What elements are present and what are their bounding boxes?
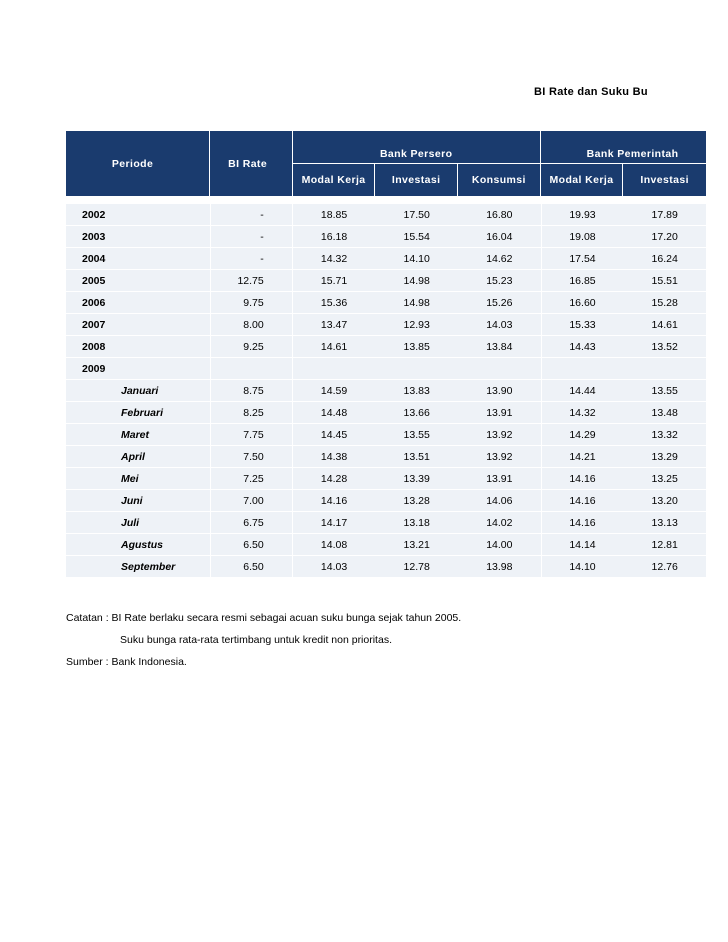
- value-cell: 15.36: [293, 292, 376, 314]
- header-persero-konsumsi: Konsumsi: [458, 164, 541, 196]
- value-cell: 14.21: [541, 446, 624, 468]
- value-cell: [293, 358, 376, 380]
- table-row: [66, 446, 706, 468]
- value-cell: 14.48: [293, 402, 376, 424]
- bi-rate-cell: 7.00: [210, 490, 293, 512]
- header-pemerintah-investasi: Investasi: [623, 164, 706, 196]
- period-cell: April: [66, 446, 210, 468]
- period-cell: 2008: [66, 336, 210, 358]
- table-row: [66, 380, 706, 402]
- value-cell: [458, 358, 541, 380]
- value-cell: 16.18: [293, 226, 376, 248]
- value-cell: 13.91: [458, 468, 541, 490]
- value-cell: 14.43: [541, 336, 624, 358]
- value-cell: 13.51: [375, 446, 458, 468]
- value-cell: 14.06: [458, 490, 541, 512]
- value-cell: 14.16: [541, 468, 624, 490]
- table-row: [66, 490, 706, 512]
- value-cell: 14.08: [293, 534, 376, 556]
- value-cell: 14.61: [623, 314, 706, 336]
- period-cell: 2003: [66, 226, 210, 248]
- value-cell: 13.28: [375, 490, 458, 512]
- bi-rate-cell: 7.50: [210, 446, 293, 468]
- period-cell: 2004: [66, 248, 210, 270]
- value-cell: 15.54: [375, 226, 458, 248]
- value-cell: 16.80: [458, 204, 541, 226]
- header-pemerintah-modal-kerja: Modal Kerja: [541, 164, 624, 196]
- value-cell: 13.29: [623, 446, 706, 468]
- value-cell: 19.93: [541, 204, 624, 226]
- value-cell: 15.23: [458, 270, 541, 292]
- table-body: [66, 196, 706, 578]
- period-cell: 2009: [66, 358, 210, 380]
- bi-rate-cell: -: [210, 204, 293, 226]
- bi-rate-cell: 8.25: [210, 402, 293, 424]
- value-cell: 13.21: [375, 534, 458, 556]
- value-cell: 14.29: [541, 424, 624, 446]
- value-cell: 19.08: [541, 226, 624, 248]
- value-cell: 17.50: [375, 204, 458, 226]
- period-cell: Juni: [66, 490, 210, 512]
- value-cell: 15.26: [458, 292, 541, 314]
- value-cell: 15.28: [623, 292, 706, 314]
- value-cell: 14.59: [293, 380, 376, 402]
- value-cell: 14.98: [375, 292, 458, 314]
- value-cell: 14.45: [293, 424, 376, 446]
- bi-rate-cell: 8.00: [210, 314, 293, 336]
- value-cell: 15.71: [293, 270, 376, 292]
- period-cell: September: [66, 556, 210, 578]
- table-row: [66, 248, 706, 270]
- bi-rate-cell: 12.75: [210, 270, 293, 292]
- value-cell: 12.93: [375, 314, 458, 336]
- spacer-cell: [66, 196, 706, 204]
- bi-rate-cell: 7.25: [210, 468, 293, 490]
- value-cell: 13.20: [623, 490, 706, 512]
- table-row: [66, 512, 706, 534]
- period-cell: Agustus: [66, 534, 210, 556]
- value-cell: 14.32: [541, 402, 624, 424]
- table-header: [66, 131, 706, 196]
- value-cell: 12.78: [375, 556, 458, 578]
- header-bank-pemerintah: Bank Pemerintah: [541, 131, 706, 164]
- page-title: BI Rate dan Suku Bu: [534, 86, 648, 98]
- value-cell: 13.90: [458, 380, 541, 402]
- table-row: [66, 358, 706, 380]
- header-persero-modal-kerja: Modal Kerja: [293, 164, 376, 196]
- value-cell: 13.47: [293, 314, 376, 336]
- table-row: [66, 402, 706, 424]
- value-cell: 14.98: [375, 270, 458, 292]
- value-cell: [541, 358, 624, 380]
- bi-rate-cell: 6.50: [210, 534, 293, 556]
- bi-rate-cell: -: [210, 226, 293, 248]
- notes: [66, 611, 461, 677]
- bi-rate-cell: -: [210, 248, 293, 270]
- value-cell: 15.51: [623, 270, 706, 292]
- note-sumber: Sumber : Bank Indonesia.: [66, 656, 187, 668]
- value-cell: 13.13: [623, 512, 706, 534]
- value-cell: 14.32: [293, 248, 376, 270]
- value-cell: 13.18: [375, 512, 458, 534]
- period-cell: 2007: [66, 314, 210, 336]
- table-row: [66, 534, 706, 556]
- value-cell: 14.00: [458, 534, 541, 556]
- value-cell: 13.32: [623, 424, 706, 446]
- value-cell: 14.03: [458, 314, 541, 336]
- value-cell: 14.03: [293, 556, 376, 578]
- period-cell: Februari: [66, 402, 210, 424]
- value-cell: 16.85: [541, 270, 624, 292]
- bi-rate-cell: [210, 358, 293, 380]
- period-cell: 2005: [66, 270, 210, 292]
- value-cell: 16.60: [541, 292, 624, 314]
- value-cell: 14.16: [293, 490, 376, 512]
- table-row: [66, 292, 706, 314]
- value-cell: 15.33: [541, 314, 624, 336]
- value-cell: 13.66: [375, 402, 458, 424]
- value-cell: 14.14: [541, 534, 624, 556]
- value-cell: 13.48: [623, 402, 706, 424]
- value-cell: 13.98: [458, 556, 541, 578]
- table-row: [66, 468, 706, 490]
- note-catatan: Catatan : BI Rate berlaku secara resmi sebagai acuan suku bunga sejak tahun 2005.: [66, 612, 462, 624]
- value-cell: 14.38: [293, 446, 376, 468]
- period-cell: Juli: [66, 512, 210, 534]
- value-cell: 12.76: [623, 556, 706, 578]
- value-cell: 14.10: [375, 248, 458, 270]
- value-cell: 17.54: [541, 248, 624, 270]
- value-cell: 13.55: [623, 380, 706, 402]
- header-persero-investasi: Investasi: [375, 164, 458, 196]
- value-cell: [623, 358, 706, 380]
- value-cell: 14.62: [458, 248, 541, 270]
- note-catatan-detail: Suku bunga rata-rata tertimbang untuk kredit non prioritas.: [120, 634, 392, 646]
- period-cell: 2006: [66, 292, 210, 314]
- value-cell: 13.52: [623, 336, 706, 358]
- table-row: [66, 226, 706, 248]
- rate-table: [66, 131, 706, 578]
- value-cell: 17.20: [623, 226, 706, 248]
- table-row: [66, 204, 706, 226]
- period-cell: 2002: [66, 204, 210, 226]
- header-bank-persero: Bank Persero: [293, 131, 541, 164]
- bi-rate-cell: 7.75: [210, 424, 293, 446]
- value-cell: 12.81: [623, 534, 706, 556]
- bi-rate-cell: 6.75: [210, 512, 293, 534]
- table-row: [66, 556, 706, 578]
- value-cell: 14.16: [541, 512, 624, 534]
- value-cell: 17.89: [623, 204, 706, 226]
- value-cell: 13.84: [458, 336, 541, 358]
- bi-rate-cell: 6.50: [210, 556, 293, 578]
- value-cell: 14.16: [541, 490, 624, 512]
- value-cell: 13.85: [375, 336, 458, 358]
- value-cell: 13.25: [623, 468, 706, 490]
- table-row: [66, 314, 706, 336]
- value-cell: 13.83: [375, 380, 458, 402]
- value-cell: 14.61: [293, 336, 376, 358]
- table-row: [66, 270, 706, 292]
- header-periode: Periode: [66, 131, 210, 196]
- value-cell: 14.02: [458, 512, 541, 534]
- value-cell: 13.55: [375, 424, 458, 446]
- value-cell: 16.04: [458, 226, 541, 248]
- value-cell: 13.92: [458, 446, 541, 468]
- bi-rate-cell: 9.75: [210, 292, 293, 314]
- value-cell: 16.24: [623, 248, 706, 270]
- period-cell: Mei: [66, 468, 210, 490]
- period-cell: Maret: [66, 424, 210, 446]
- bi-rate-cell: 9.25: [210, 336, 293, 358]
- value-cell: 18.85: [293, 204, 376, 226]
- value-cell: 14.44: [541, 380, 624, 402]
- table-row: [66, 336, 706, 358]
- value-cell: 13.92: [458, 424, 541, 446]
- value-cell: 14.10: [541, 556, 624, 578]
- bi-rate-cell: 8.75: [210, 380, 293, 402]
- value-cell: 13.91: [458, 402, 541, 424]
- value-cell: 14.17: [293, 512, 376, 534]
- table-row: [66, 424, 706, 446]
- value-cell: 14.28: [293, 468, 376, 490]
- header-spacer: [66, 196, 706, 204]
- period-cell: Januari: [66, 380, 210, 402]
- value-cell: [375, 358, 458, 380]
- value-cell: 13.39: [375, 468, 458, 490]
- header-bi-rate: BI Rate: [210, 131, 293, 196]
- rate-table-container: [66, 131, 728, 578]
